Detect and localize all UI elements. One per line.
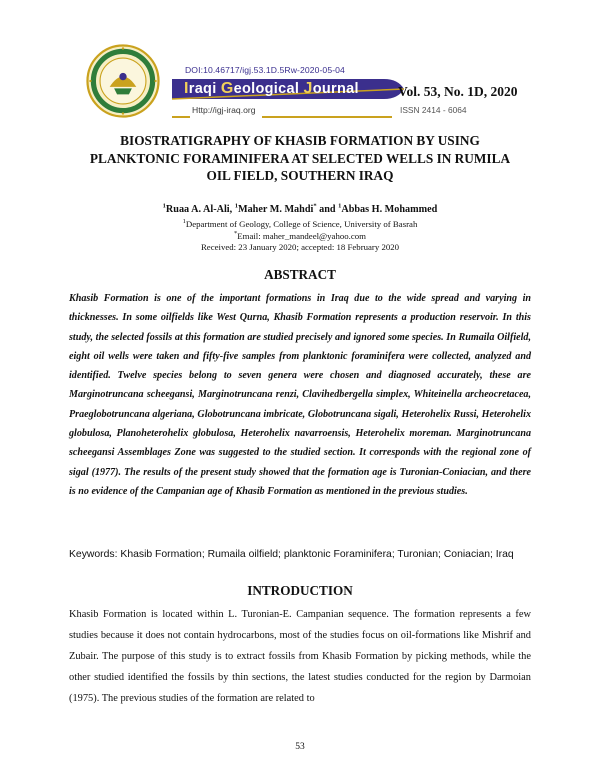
article-title: BIOSTRATIGRAPHY OF KHASIB FORMATION BY USING PLANKTONIC FORAMINIFERA AT SELECTED WELLS IN RUMILA OIL FIELD, SOUTHERN IRAQ — [89, 133, 511, 183]
volume-info: Vol. 53, No. 1D, 2020 — [398, 84, 518, 99]
journal-seal-logo — [86, 44, 160, 118]
abstract-text: Khasib Formation is one of the important formations in Iraq due to the wide spread and varying in thicknesses. In some oilfields like West Qurna, Khasib Formation represents a production reservoir. In this study, the selected fossils at this formation are studied precisely and ignored some species. In Rumaila Oilfield, eight oil wells were taken and fifty-five samples from planktonic foraminifera were collected, analyzed and identified. Twelve species belong to seven genera were chosen and diagnosed accurately, these are Marginotruncana scheegansi, Marginotruncana renzi, Clavihedbergella simplex, Whiteinella archeocretacea, Praeglobotruncana algeriana, Globotruncana imbricate, Globotruncana sigali, Heterohelix Russi, Heterohelix globulosa, Planoheterohelix globulosa, Heterohelix navarroensis, Heterohelix moreman. Marginotruncana scheegansi Assemblages Zone was suggested to the studied section. It corresponds with the regional zone of sigal (1977). The results of the present study showed that the formation age is Turonian-Coniacian, and there is no evidence of the Campanian age of Khasib Formation as mentioned in the previous studies. — [69, 293, 531, 497]
issn-text: ISSN 2414 - 6064 — [400, 105, 467, 115]
introduction-heading: INTRODUCTION — [247, 583, 353, 598]
doi-text: DOI:10.46717/igj.53.1D.5Rw-2020-05-04 — [185, 65, 345, 75]
email: *Email: maher_mandeel@yahoo.com — [233, 230, 367, 241]
journal-header — [0, 0, 600, 120]
header-rule-right — [262, 116, 392, 118]
author-list: $^1$Ruaa A. Al-Ali, $^1$Maher M. Mahdi* and $^1$Abbas H. Mohammed — [162, 202, 438, 215]
journal-name: Iraqi Geological Journal — [184, 80, 359, 97]
keywords: Keywords: Khasib Formation; Rumaila oilfield; planktonic Foraminifera; Turonian; Coniacian; Iraq — [69, 549, 514, 560]
page-number: 53 — [295, 742, 305, 752]
received-dates: Received: 23 January 2020; accepted: 18 February 2020 — [200, 242, 400, 252]
header-rule-left — [172, 116, 190, 118]
journal-url[interactable]: Http://igj-iraq.org — [192, 105, 256, 115]
abstract-heading: ABSTRACT — [264, 267, 336, 282]
introduction-text: Khasib Formation is located within L. Turonian-E. Campanian sequence. The formation represents a few studies because it does not contain hydrocarbons, most of the studies focus on oil-formations like Mishrif and Zubair. The purpose of this study is to extract fossils from Khasib Formation by picking methods, while the other studied identified the fossils by thin sections, the latest studies conducted for the region by Darmoian (1975). The previous studies of the formation are related to — [69, 609, 531, 704]
affiliation: $^1$Department of Geology, College of Science, University of Basrah — [182, 218, 418, 229]
